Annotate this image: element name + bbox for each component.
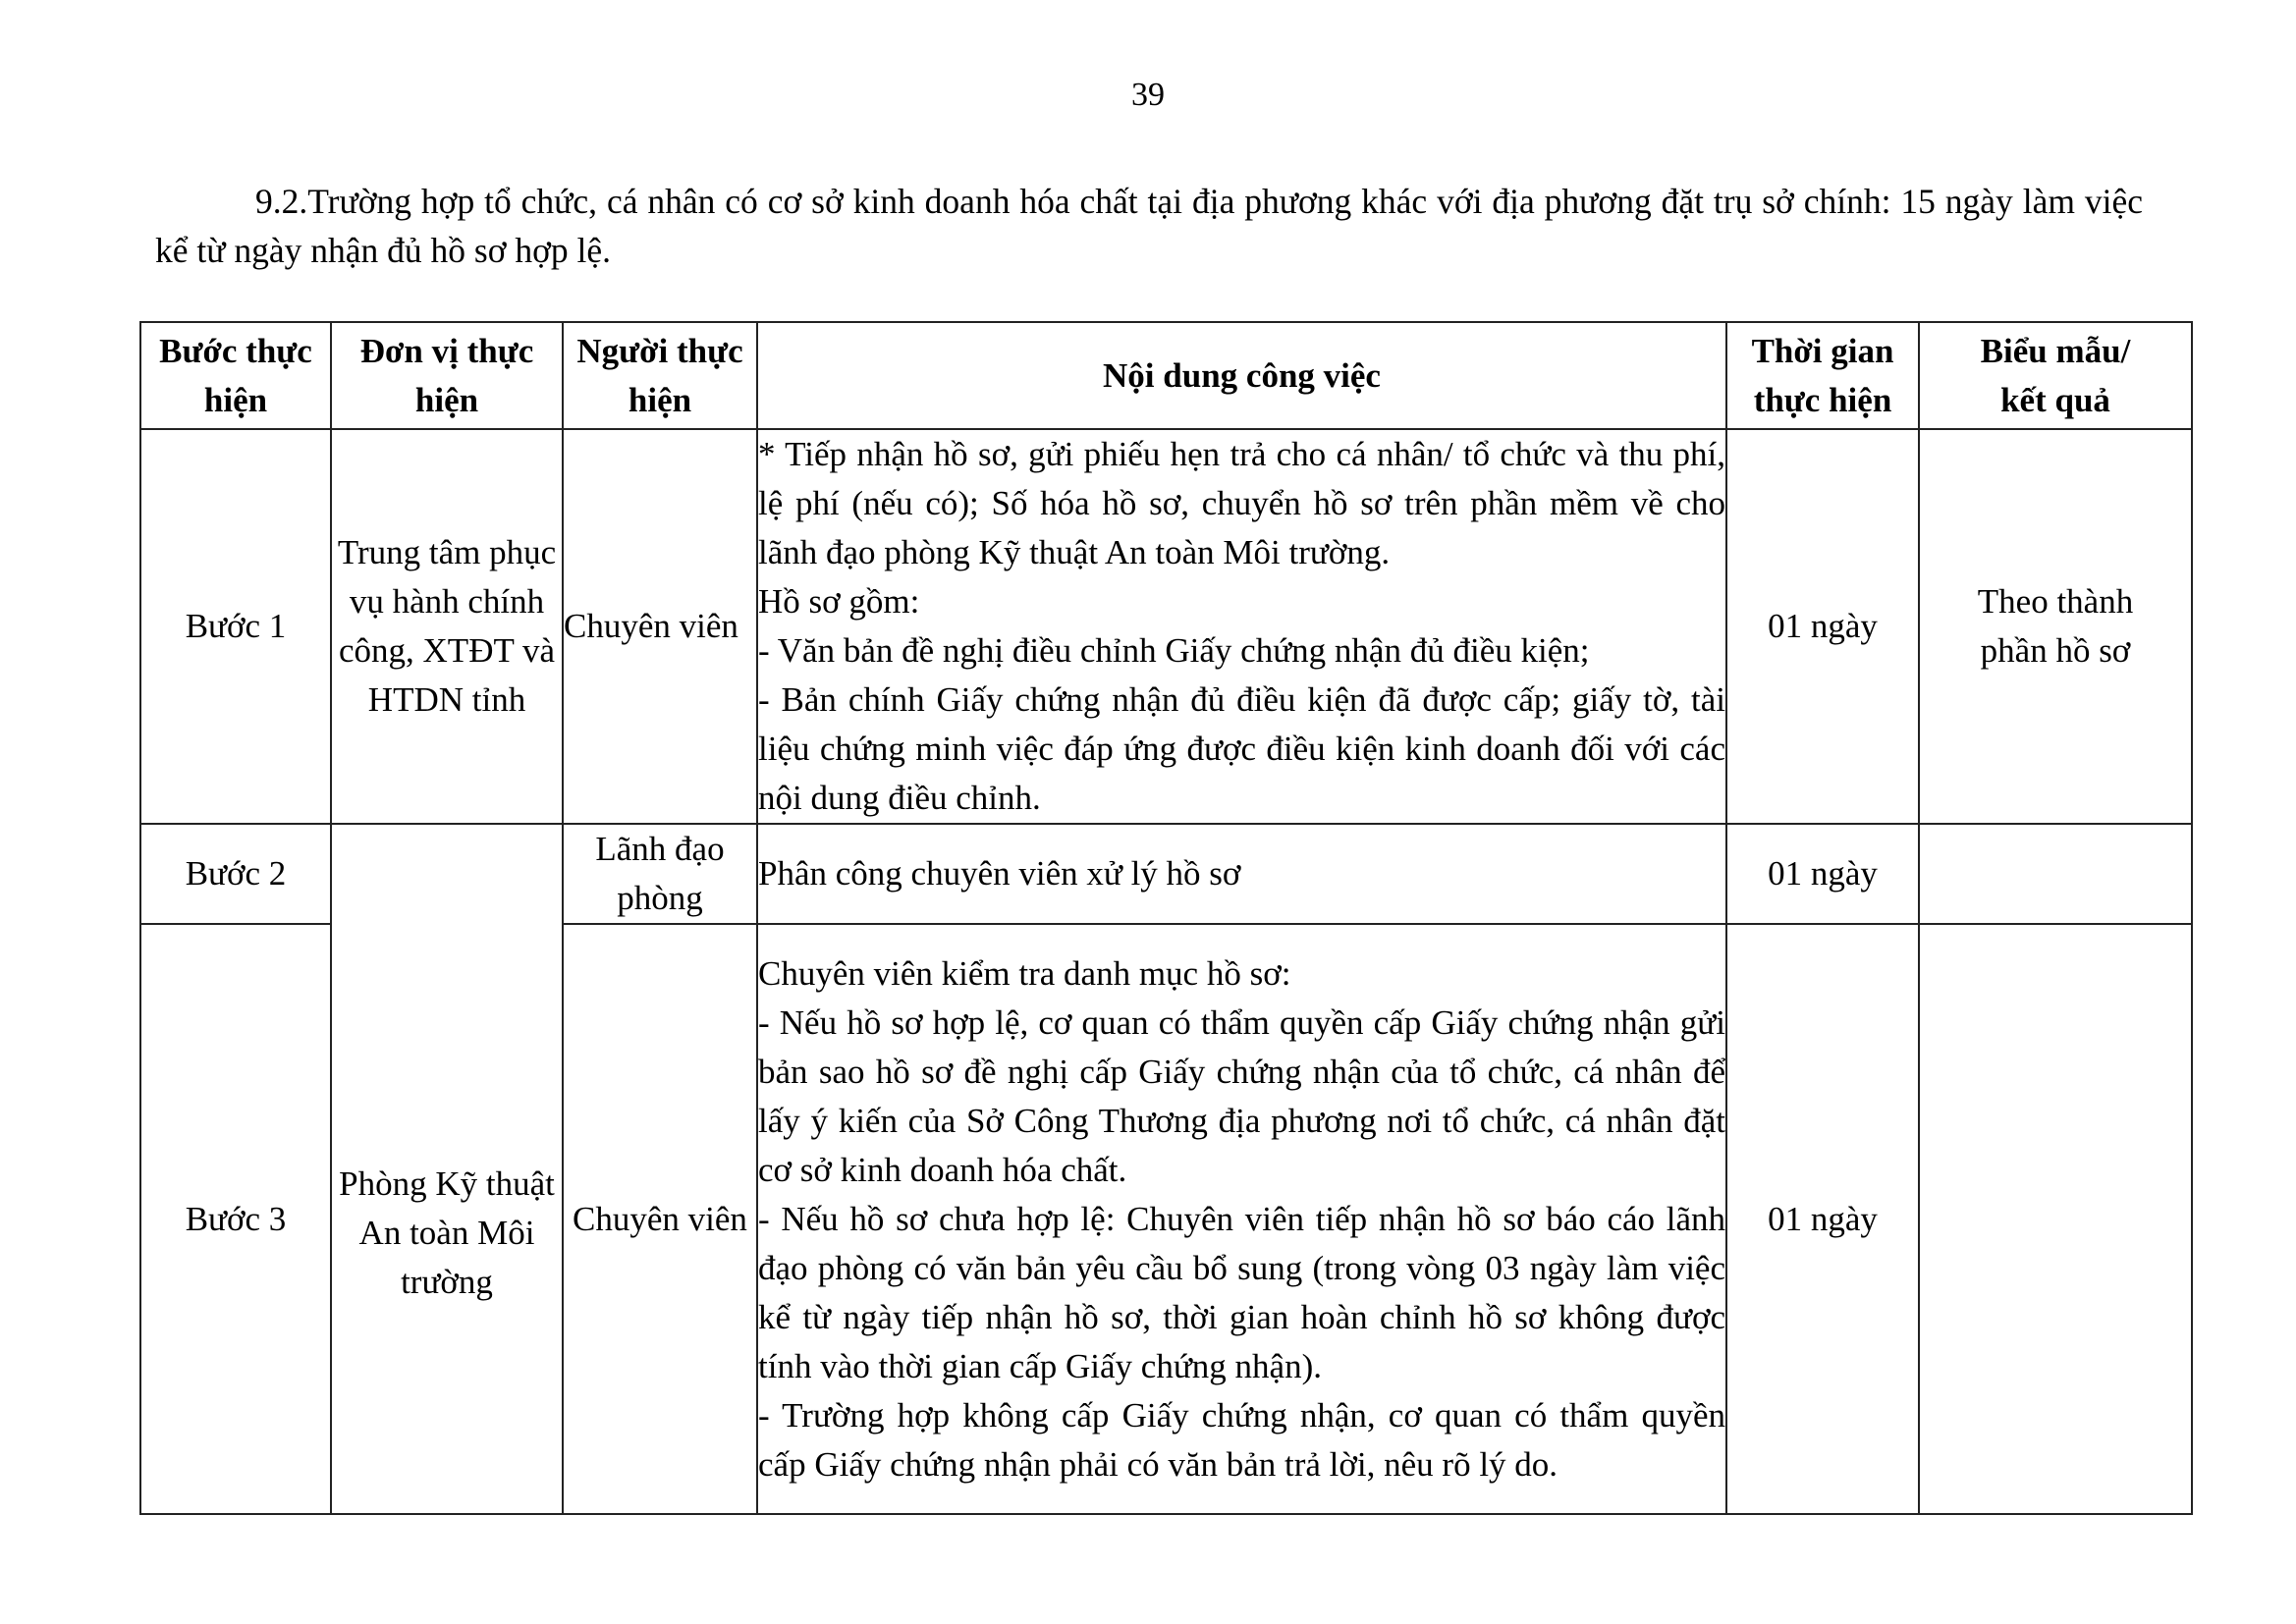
table-row bbox=[140, 824, 2192, 924]
unit-cell: Phòng Kỹ thuật An toàn Môi trường bbox=[331, 824, 563, 1514]
result-cell bbox=[1919, 924, 2192, 1514]
header-unit: Đơn vị thực hiện bbox=[331, 322, 563, 429]
page-number: 39 bbox=[1131, 77, 1165, 113]
content-line: * Tiếp nhận hồ sơ, gửi phiếu hẹn trả cho cá nhân/ tổ chức và thu phí, lệ phí (nếu có); Số hóa hồ sơ, chuyển hồ sơ trên phần mềm về cho lãnh đạo phòng Kỹ thuật An toàn Môi trường. bbox=[758, 435, 1725, 571]
person-cell: Chuyên viên bbox=[563, 429, 757, 824]
content-line: Phân công chuyên viên xử lý hồ sơ bbox=[758, 854, 1241, 893]
content-line: Hồ sơ gồm: bbox=[758, 582, 920, 621]
step-cell: Bước 1 bbox=[140, 429, 331, 824]
step-cell: Bước 2 bbox=[140, 824, 331, 924]
time-cell: 01 ngày bbox=[1726, 924, 1919, 1514]
content-line: Chuyên viên kiểm tra danh mục hồ sơ: bbox=[758, 953, 1291, 993]
content-cell bbox=[757, 924, 1726, 1514]
intro-paragraph: 9.2.Trường hợp tổ chức, cá nhân có cơ sở kinh doanh hóa chất tại địa phương khác với địa phương đặt trụ sở chính: 15 ngày làm việc kể từ ngày nhận đủ hồ sơ hợp lệ. bbox=[155, 182, 2143, 270]
result-cell: Theo thành phần hồ sơ bbox=[1919, 429, 2192, 824]
procedure-table bbox=[139, 321, 2193, 1515]
table-header-row bbox=[140, 322, 2192, 429]
content-cell bbox=[757, 429, 1726, 824]
content-cell bbox=[757, 824, 1726, 924]
result-cell bbox=[1919, 824, 2192, 924]
header-person: Người thực hiện bbox=[563, 322, 757, 429]
content-line: - Trường hợp không cấp Giấy chứng nhận, cơ quan có thẩm quyền cấp Giấy chứng nhận phải có văn bản trả lời, nêu rõ lý do. bbox=[758, 1395, 1725, 1484]
header-result: Biểu mẫu/ kết quả bbox=[1919, 322, 2192, 429]
step-cell: Bước 3 bbox=[140, 924, 331, 1514]
table-row bbox=[140, 429, 2192, 824]
header-time: Thời gian thực hiện bbox=[1726, 322, 1919, 429]
person-cell: Lãnh đạo phòng bbox=[563, 824, 757, 924]
content-line: - Nếu hồ sơ chưa hợp lệ: Chuyên viên tiếp nhận hồ sơ báo cáo lãnh đạo phòng có văn bản yêu cầu bổ sung (trong vòng 03 ngày làm việc kể từ ngày tiếp nhận hồ sơ, thời gian hoàn chỉnh hồ sơ không được tính vào thời gian cấp Giấy chứng nhận). bbox=[758, 1199, 1725, 1385]
content-line: - Bản chính Giấy chứng nhận đủ điều kiện đã được cấp; giấy tờ, tài liệu chứng minh việc đáp ứng được điều kiện kinh doanh đối với các nội dung điều chỉnh. bbox=[758, 680, 1725, 817]
person-cell: Chuyên viên bbox=[563, 924, 757, 1514]
content-line: - Văn bản đề nghị điều chỉnh Giấy chứng nhận đủ điều kiện; bbox=[758, 631, 1590, 670]
header-step: Bước thực hiện bbox=[140, 322, 331, 429]
unit-cell: Trung tâm phục vụ hành chính công, XTĐT và HTDN tỉnh bbox=[331, 429, 563, 824]
time-cell: 01 ngày bbox=[1726, 429, 1919, 824]
time-cell: 01 ngày bbox=[1726, 824, 1919, 924]
content-line: - Nếu hồ sơ hợp lệ, cơ quan có thẩm quyền cấp Giấy chứng nhận gửi bản sao hồ sơ đề nghị cấp Giấy chứng nhận của tổ chức, cá nhân để lấy ý kiến của Sở Công Thương địa phương nơi tổ chức, cá nhân đặt cơ sở kinh doanh hóa chất. bbox=[758, 1002, 1725, 1189]
header-content: Nội dung công việc bbox=[757, 322, 1726, 429]
